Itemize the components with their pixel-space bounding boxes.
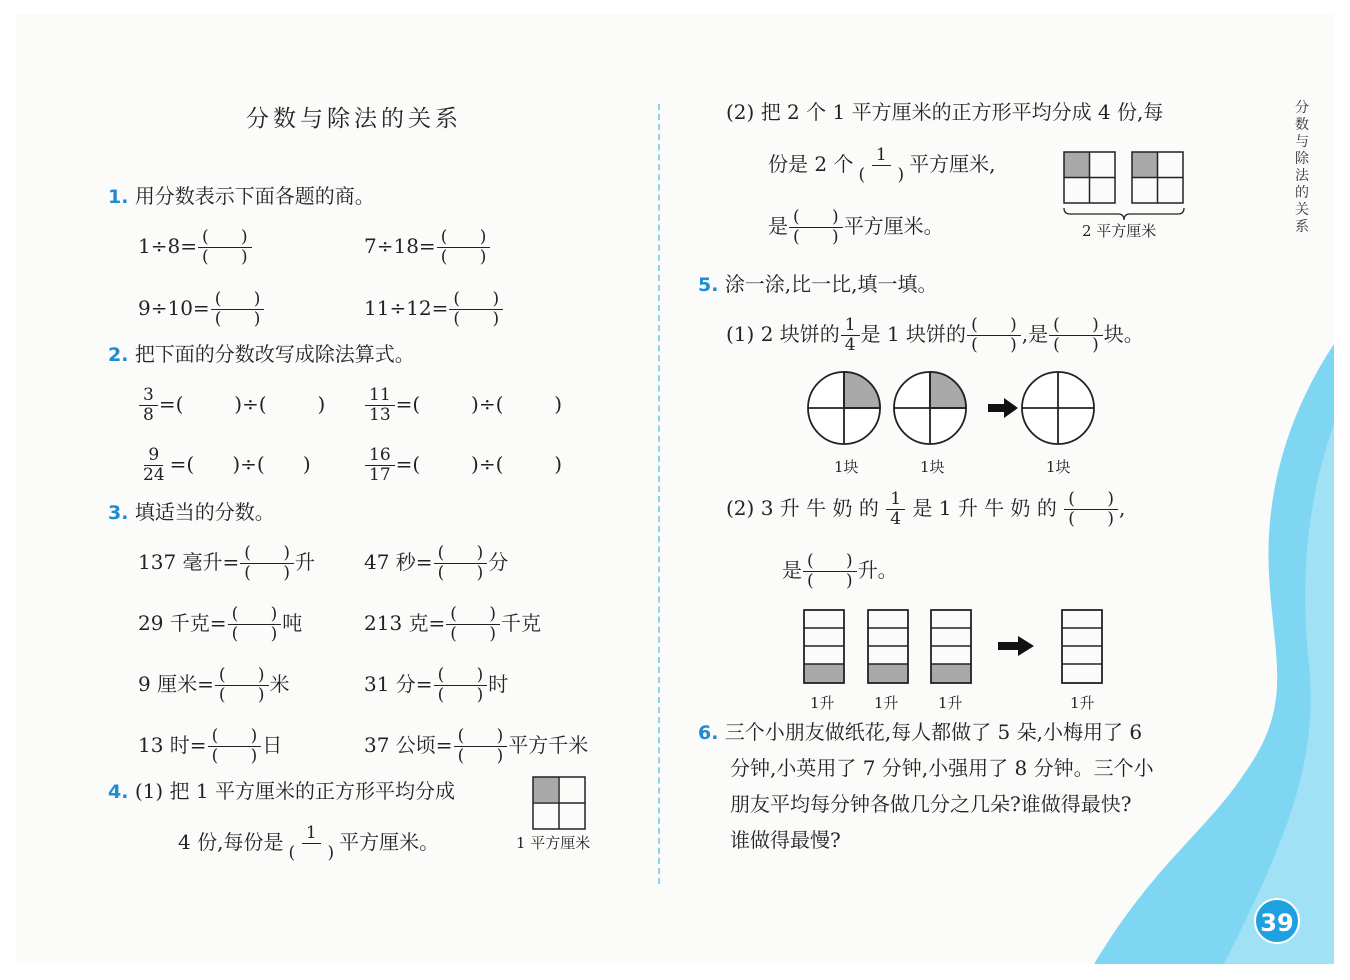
answer-fraction[interactable]: $\frac{( )}{( )}$ [215, 666, 269, 705]
question-text-line: 三个小朋友做纸花,每人都做了 5 朵,小梅用了 6 [724, 720, 1143, 744]
expression: 7÷18= [364, 234, 436, 258]
q3-item: 31 分= $\frac{( )}{( )}$ 时 [364, 665, 509, 705]
answer-fraction[interactable]: $\frac{( )}{( )}$ [198, 228, 252, 267]
milk-caption: 1升 [1070, 694, 1095, 712]
q3-item: 137 毫升= $\frac{( )}{( )}$ 升 [138, 543, 315, 583]
question-6 [698, 718, 1142, 747]
question-text: 用分数表示下面各题的商。 [134, 184, 375, 208]
arrow-icon [988, 398, 1018, 418]
given-fraction: $\frac{1}{4}$ [886, 490, 905, 529]
answer-fraction[interactable]: $\frac{1}{( )}$ [288, 823, 335, 863]
answer-fraction[interactable]: $\frac{( )}{( )}$ [240, 544, 294, 583]
given-fraction: $\frac{11}{13}$ [365, 386, 395, 425]
cake-caption: 1块 [1046, 458, 1071, 476]
answer-fraction[interactable]: $\frac{1}{( )}$ [858, 145, 905, 185]
question-number: 4. [108, 781, 129, 803]
milk-container [804, 610, 844, 683]
cake-caption: 1块 [834, 458, 859, 476]
milk-diagram [802, 608, 1108, 686]
cake [808, 372, 880, 444]
q1-item [364, 228, 491, 267]
answer-fraction[interactable]: $\frac{( )}{( )}$ [446, 605, 500, 644]
expression: 11÷12= [364, 296, 449, 320]
q3-item: 13 时= $\frac{( )}{( )}$ 日 [138, 726, 283, 766]
expression: 9÷10= [138, 296, 210, 320]
answer-fraction[interactable]: $\frac{( )}{( )}$ [803, 552, 857, 591]
question-number: 6. [698, 722, 719, 744]
q5-part1: (1) 2 块饼的 $\frac{1}{4}$ 是 1 块饼的 $\frac{( )}{( )}$ ,是 $\frac{( )}{( )}$ 块。 [726, 315, 1144, 355]
question-1 [108, 182, 375, 211]
milk-container [931, 610, 971, 683]
answer-fraction[interactable]: $\frac{( )}{( )}$ [208, 727, 262, 766]
q5-part2: (2) 3 升 牛 奶 的 $\frac{1}{4}$ 是 1 升 牛 奶 的 $\frac{( )}{( )}$ , [726, 489, 1126, 529]
question-number: 1. [108, 186, 129, 208]
cake [894, 372, 966, 444]
answer-fraction[interactable]: $\frac{( )}{( )}$ [967, 316, 1021, 355]
division-blanks[interactable]: =( )÷( ) [169, 452, 311, 476]
question-text-line: 朋友平均每分钟各做几分之几朵?谁做得最快? [730, 792, 1132, 816]
question-text: 涂一涂,比一比,填一填。 [724, 272, 938, 296]
question-number: 3. [108, 502, 129, 524]
division-blanks[interactable]: =( )÷( ) [158, 392, 326, 416]
question-2 [108, 340, 415, 369]
answer-fraction[interactable]: $\frac{( )}{( )}$ [449, 290, 503, 329]
wave-decoration [1094, 344, 1334, 964]
side-title: 分数与除法的关系 [1295, 100, 1309, 235]
given-fraction: $\frac{9}{24}$ [143, 445, 165, 485]
q1-item [138, 228, 253, 267]
answer-fraction[interactable]: $\frac{( )}{( )}$ [1064, 490, 1118, 529]
q4-part2: (2) 把 2 个 1 平方厘米的正方形平均分成 4 份,每 [726, 100, 1164, 124]
squares-caption: 2 平方厘米 [1082, 222, 1157, 240]
division-blanks[interactable]: =( )÷( ) [395, 392, 563, 416]
milk-caption: 1升 [874, 694, 899, 712]
q1-item [138, 290, 265, 329]
square-caption: 1 平方厘米 [516, 834, 591, 852]
question-text: (1) 把 1 平方厘米的正方形平均分成 [134, 779, 455, 803]
answer-fraction[interactable]: $\frac{( )}{( )}$ [228, 605, 282, 644]
given-fraction: $\frac{16}{17}$ [365, 446, 395, 485]
square-diagram [532, 776, 588, 832]
cakes-diagram [806, 370, 1106, 450]
q2-item [138, 386, 325, 425]
question-number: 5. [698, 274, 719, 296]
question-text-line: 分钟,小英用了 7 分钟,小强用了 8 分钟。三个小 [730, 756, 1154, 780]
question-5 [698, 270, 938, 299]
page-number: 39 [1254, 898, 1300, 944]
q4-part2-line3: 是 $\frac{( )}{( )}$ 平方厘米。 [768, 207, 944, 247]
q4-part2-line2: 份是 2 个 $\frac{1}{( )}$ 平方厘米, [768, 145, 996, 185]
answer-fraction[interactable]: $\frac{( )}{( )}$ [437, 228, 491, 267]
milk-container [868, 610, 908, 683]
answer-fraction[interactable]: $\frac{( )}{( )}$ [454, 727, 508, 766]
q2-item [364, 386, 562, 425]
question-3 [108, 498, 275, 527]
q3-item: 213 克= $\frac{( )}{( )}$ 千克 [364, 604, 541, 644]
question-text: 把下面的分数改写成除法算式。 [134, 342, 415, 366]
q1-item [364, 290, 504, 329]
expression: 1÷8= [138, 234, 197, 258]
division-blanks[interactable]: =( )÷( ) [395, 452, 563, 476]
q3-item: 29 千克= $\frac{( )}{( )}$ 吨 [138, 604, 303, 644]
question-text-line: 谁做得最慢? [730, 828, 841, 852]
answer-fraction[interactable]: $\frac{( )}{( )}$ [434, 666, 488, 705]
milk-caption: 1升 [938, 694, 963, 712]
answer-fraction[interactable]: $\frac{( )}{( )}$ [789, 208, 843, 247]
arrow-icon [998, 636, 1034, 656]
q3-item: 47 秒= $\frac{( )}{( )}$ 分 [364, 543, 509, 583]
q3-item: 37 公顷= $\frac{( )}{( )}$ 平方千米 [364, 726, 589, 766]
cake [1022, 372, 1094, 444]
q5-part2-line2: 是 $\frac{( )}{( )}$ 升。 [782, 551, 898, 591]
q4-part1-answer: 4 份,每份是 $\frac{1}{( )}$ 平方厘米。 [178, 823, 440, 863]
q3-item: 9 厘米= $\frac{( )}{( )}$ 米 [138, 665, 290, 705]
question-number: 2. [108, 344, 129, 366]
q2-item [364, 446, 562, 485]
q2-item [138, 446, 311, 485]
page-title: 分数与除法的关系 [246, 106, 462, 132]
question-text: 填适当的分数。 [134, 500, 275, 524]
column-separator [658, 104, 660, 884]
milk-container [1062, 610, 1102, 683]
cake-caption: 1块 [920, 458, 945, 476]
answer-fraction[interactable]: $\frac{( )}{( )}$ [1049, 316, 1103, 355]
question-4 [108, 777, 455, 806]
given-fraction: $\frac{3}{8}$ [139, 386, 158, 425]
workbook-page [16, 14, 1334, 964]
given-fraction: $\frac{1}{4}$ [841, 316, 860, 355]
answer-fraction[interactable]: $\frac{( )}{( )}$ [434, 544, 488, 583]
milk-caption: 1升 [810, 694, 835, 712]
answer-fraction[interactable]: $\frac{( )}{( )}$ [211, 290, 265, 329]
